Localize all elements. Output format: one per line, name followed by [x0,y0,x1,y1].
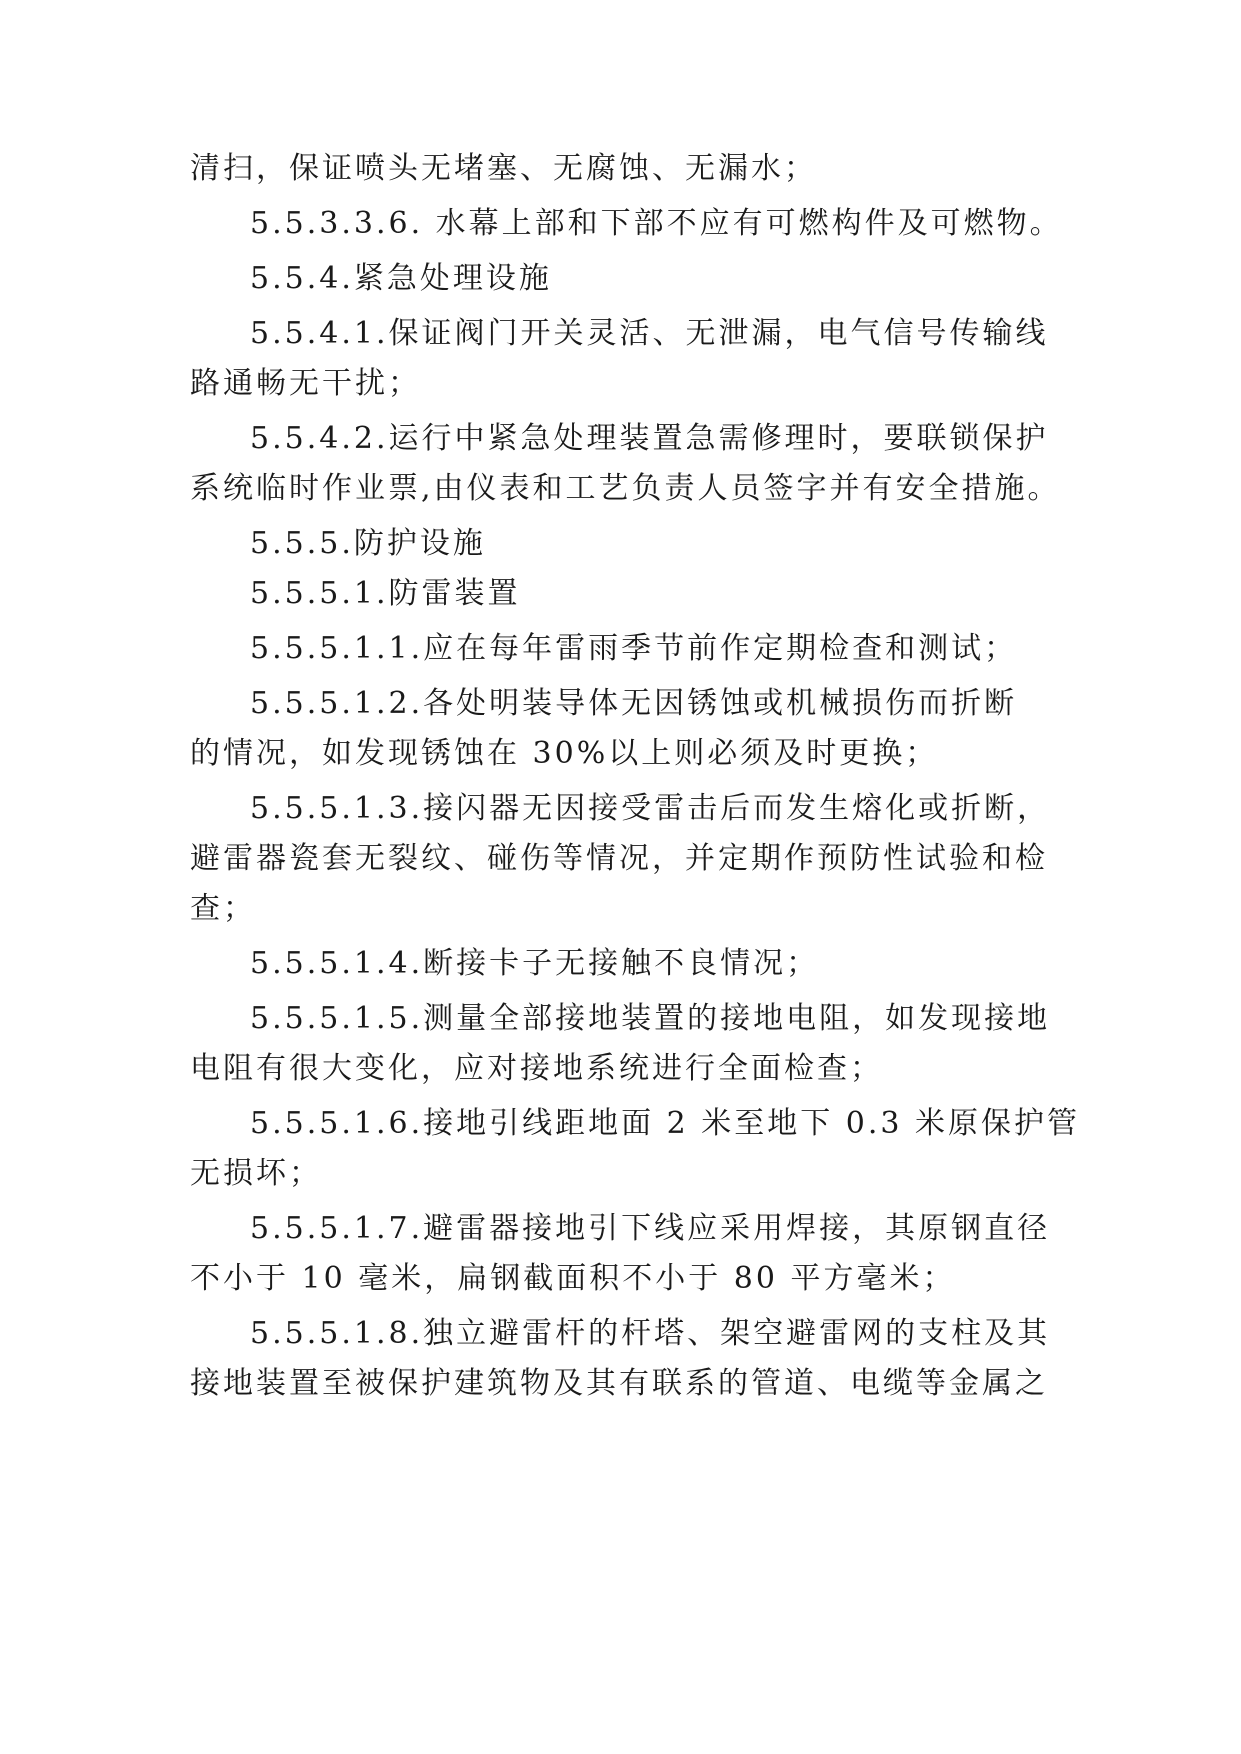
text-line: 清扫，保证喷头无堵塞、无腐蚀、无漏水； [190,151,817,186]
text-line: 查； [190,891,256,926]
text-line: 路通畅无干扰； [190,366,421,401]
clause-5-5-5-1-7: 5.5.5.1.7.避雷器接地引下线应采用焊接，其原钢直径 [250,1211,1051,1246]
clause-5-5-4-1: 5.5.4.1.保证阀门开关灵活、无泄漏，电气信号传输线 [250,316,1049,351]
clause-5-5-5-1-6: 5.5.5.1.6.接地引线距地面 2 米至地下 0.3 米原保护管 [250,1106,1081,1141]
clause-5-5-5-1-1: 5.5.5.1.1.应在每年雷雨季节前作定期检查和测试； [250,631,1018,666]
text-line: 系统临时作业票,由仪表和工艺负责人员签字并有安全措施。 [190,471,1061,506]
section-heading-5-5-5: 5.5.5.防护设施 [250,526,486,561]
clause-5-5-5-1-4: 5.5.5.1.4.断接卡子无接触不良情况； [250,946,820,981]
text-line: 电阻有很大变化，应对接地系统进行全面检查； [190,1051,883,1086]
section-heading-5-5-5-1: 5.5.5.1.防雷装置 [250,576,521,611]
clause-5-5-4-2: 5.5.4.2.运行中紧急处理装置急需修理时，要联锁保护 [250,421,1049,456]
clause-5-5-5-1-8: 5.5.5.1.8.独立避雷杆的杆塔、架空避雷网的支柱及其 [250,1316,1051,1351]
section-heading-5-5-4: 5.5.4.紧急处理设施 [250,261,552,296]
text-line: 无损坏； [190,1156,322,1191]
clause-5-5-5-1-3: 5.5.5.1.3.接闪器无因接受雷击后而发生熔化或折断， [250,791,1051,826]
text-line: 的情况，如发现锈蚀在 30%以上则必须及时更换； [190,736,939,771]
text-line: 不小于 10 毫米，扁钢截面积不小于 80 平方毫米； [190,1261,956,1296]
text-line: 接地装置至被保护建筑物及其有联系的管道、电缆等金属之 [190,1366,1048,1401]
text-line: 避雷器瓷套无裂纹、碰伤等情况，并定期作预防性试验和检 [190,841,1048,876]
clause-5-5-3-3-6: 5.5.3.3.6. 水幕上部和下部不应有可燃构件及可燃物。 [250,206,1063,241]
clause-5-5-5-1-2: 5.5.5.1.2.各处明装导体无因锈蚀或机械损伤而折断 [250,686,1018,721]
clause-5-5-5-1-5: 5.5.5.1.5.测量全部接地装置的接地电阻，如发现接地 [250,1001,1051,1036]
